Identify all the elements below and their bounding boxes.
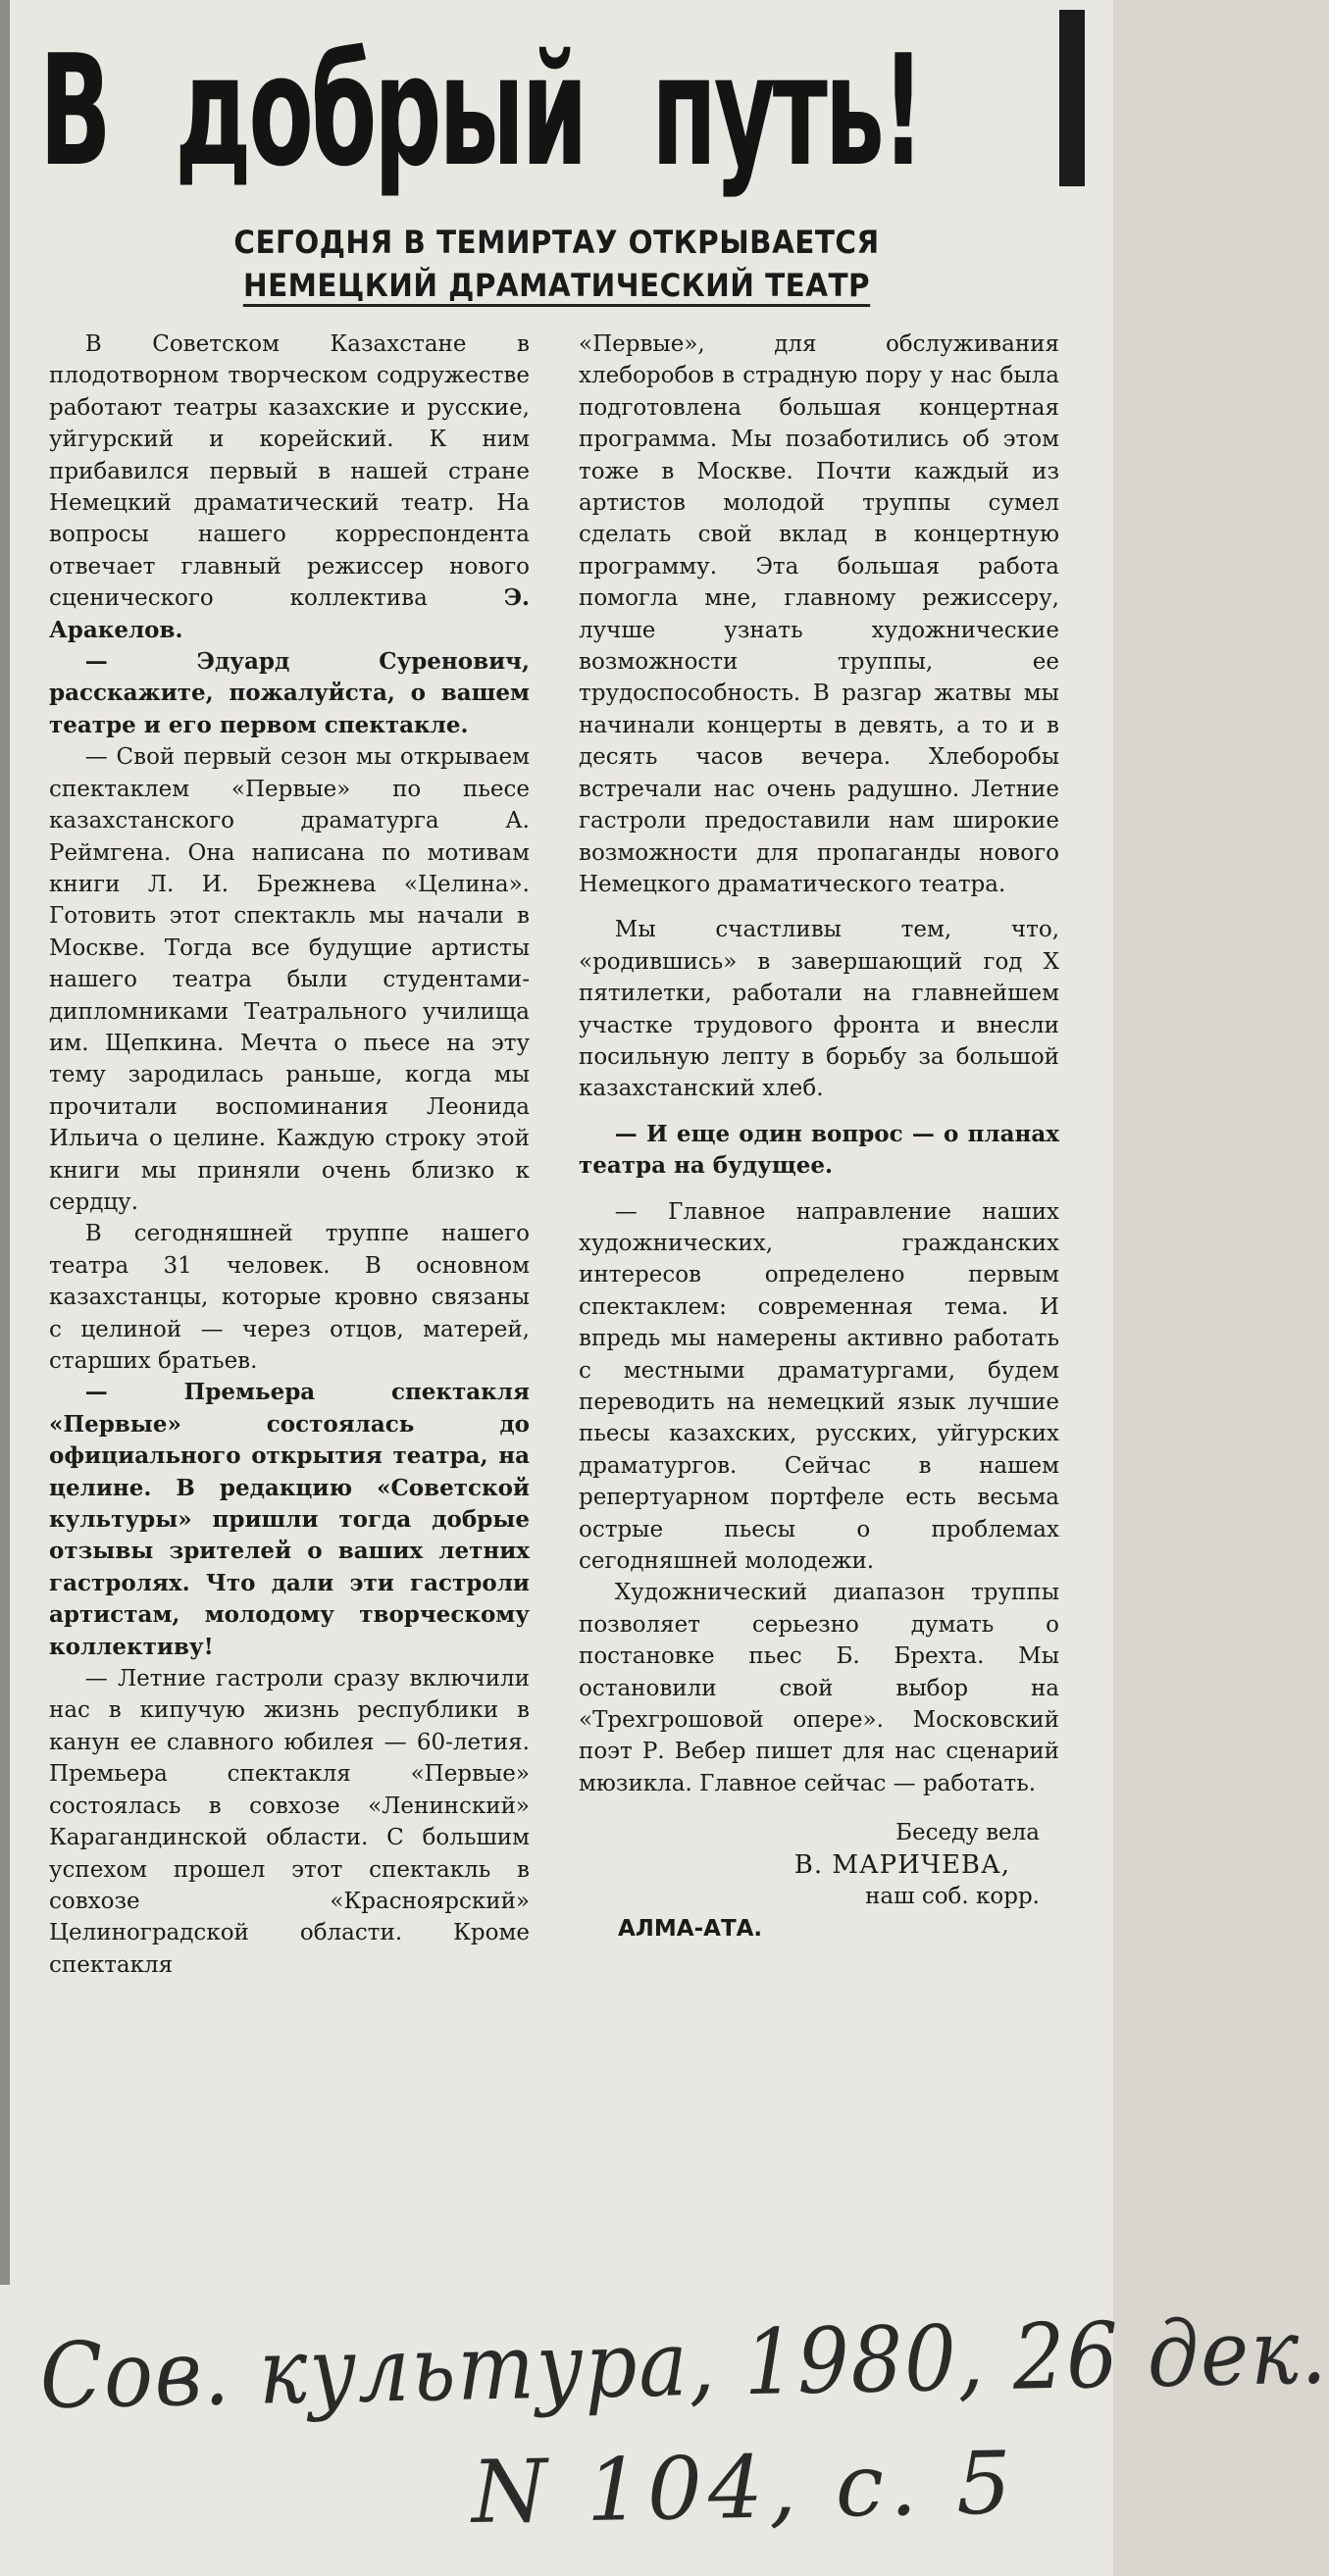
paragraph-harvest: Мы счастливы тем, что, «родившись» в завершающий год X пятилетки, работали на главнейшем участке трудового фронта и внесли посильную лепту в борьбу за большой казахстанский хлеб.: [579, 917, 1059, 1102]
answer-2-continued: «Первые», для обслуживания хлеборобов в страдную пору у нас была подготовлена большая концертная программа. Мы позаботились об этом тоже в Москве. Почти каждый из артистов молодой труппы сумел сделать свой вклад в концертную программу. Эта большая работа помогла мне, главному режиссеру, лучше узнать художнические возможности труппы, ее трудоспособность. В разгар жатвы мы начинали концерты в девять, а то и в десять часов вечера. Хлеборобы встречали нас очень радушно. Летние гастроли предоставили нам широкие возможности для пропаганды нового Немецкого драматического театра.: [579, 331, 1059, 897]
paragraph-troupe: В сегодняшней труппе нашего театра 31 человек. В основном казахстанцы, которые кровно связаны с целиной — через отцов, матерей, старших братьев.: [49, 1221, 530, 1374]
subheadline-line-2: [44, 267, 1068, 304]
byline-intro: Беседу вела: [895, 1820, 1040, 1846]
handwritten-source-note: Сов. культура, 1980, 26 дек.: [39, 2298, 1329, 2429]
article-column-right: [579, 328, 1059, 1945]
director-name: Э. Аракелов.: [49, 584, 530, 643]
handwritten-issue-note: N 104, с. 5: [471, 2432, 1018, 2543]
headline: В добрый путь!: [39, 22, 922, 200]
headline-exclamation-bar: [1059, 10, 1085, 186]
subheadline-line-1: СЕГОДНЯ В ТЕМИРТАУ ОТКРЫВАЕТСЯ: [233, 224, 880, 261]
clipping-edge-shadow: [0, 0, 10, 2285]
subheadline-line-2-text: НЕМЕЦКИЙ ДРАМАТИЧЕСКИЙ ТЕАТР: [243, 267, 870, 307]
answer-3: — Главное направление наших художнических, гражданских интересов определено первым спектаклем: современная тема. И впредь мы намерены активно работать с местными драматургами, будем переводить на немецкий язык лучшие пьесы казахских, русских, уйгурских драматургов. Сейчас в нашем репертуарном портфеле есть весьма острые пьесы о проблемах сегодняшней молодежи.: [579, 1198, 1059, 1575]
dateline-city: АЛМА-АТА.: [618, 1915, 763, 1942]
intro-text: В Советском Казахстане в плодотворном творческом содружестве работают театры казахские и русские, уйгурский и корейский. К ним прибавился первый в нашей стране Немецкий драматический театр. На вопросы нашего корреспондента отвечает главный режиссер нового сценического коллектива: [49, 331, 530, 612]
answer-1: — Свой первый сезон мы открываем спектаклем «Первые» по пьесе казахстанского драматурга А. Реймгена. Она написана по мотивам книги Л. И. Брежнева «Целина». Готовить этот спектакль мы начали в Москве. Тогда все будущие артисты нашего театра были студентами-дипломниками Театрального училища им. Щепкина. Мечта о пьесе на эту тему зародилась раньше, когда мы прочитали воспоминания Леонида Ильича о целине. Каждую строку этой книги мы приняли очень близко к сердцу.: [49, 744, 530, 1215]
question-1: — Эдуард Суренович, расскажите, пожалуйста, о вашем театре и его первом спектакле.: [49, 648, 530, 738]
question-2: — Премьера спектакля «Первые» состоялась до официального открытия театра, на целине. В редакцию «Советской культуры» пришли тогда добрые отзывы зрителей о ваших летних гастролях. Что дали эти гастроли артистам, молодому творческому коллективу!: [49, 1379, 530, 1660]
byline-name: В. МАРИЧЕВА,: [793, 1849, 1010, 1880]
article-intro: [49, 328, 530, 646]
byline-role: наш соб. корр.: [865, 1884, 1040, 1910]
question-3: — И еще один вопрос — о планах театра на будущее.: [579, 1120, 1059, 1180]
article-column-left: [49, 328, 530, 1981]
answer-2: — Летние гастроли сразу включили нас в кипучую жизнь республики в канун ее славного юбилея — 60-летия. Премьера спектакля «Первые» состоялась в совхозе «Ленинский» Карагандинской области. С большим успехом прошел этот спектакль в совхозе «Красноярский» Целиноградской области. Кроме спектакля: [49, 1666, 530, 1978]
paragraph-brecht: Художнический диапазон труппы позволяет серьезно думать о постановке пьес Б. Брехта. Мы остановили свой выбор на «Трехгрошовой опере». Московский поэт Р. Вебер пишет для нас сценарий мюзикла. Главное сейчас — работать.: [579, 1580, 1059, 1796]
